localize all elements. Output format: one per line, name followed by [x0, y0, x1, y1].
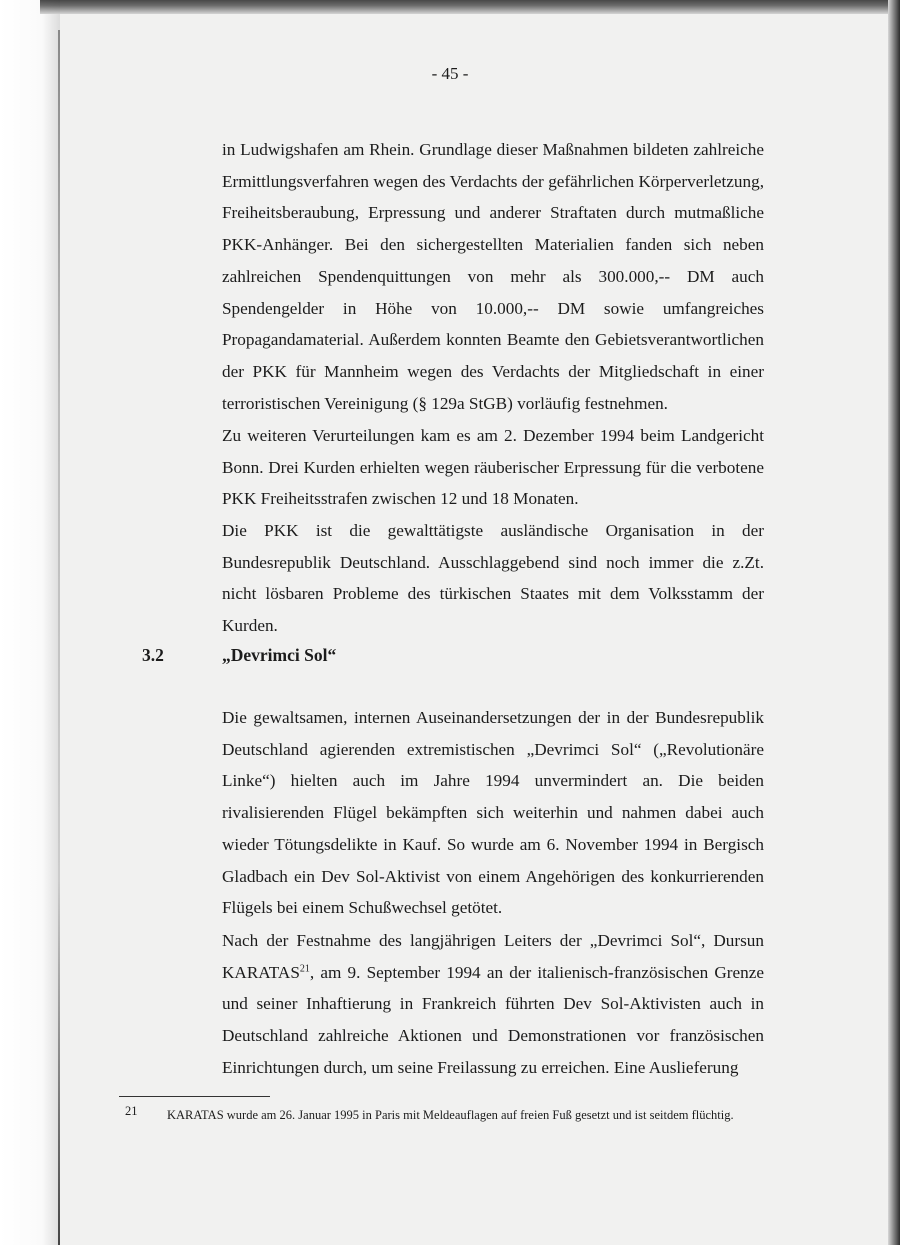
paragraph-text-start: Nach der Festnahme des langjährigen Leiters der „Devrimci Sol“, Dursun KARATAS — [222, 931, 764, 982]
footnote-reference[interactable]: 21 — [299, 962, 310, 974]
paragraph-pkk-assessment: Die PKK ist die gewalttätigste ausländische Organisation in der Bundesrepublik Deutschland. Ausschlaggebend sind noch immer die z.Zt. nicht lösbaren Probleme des türkischen Staates mit dem Volksstamm der Kurden. — [222, 521, 764, 636]
footnote-number: 21 — [125, 1104, 138, 1118]
paragraph-convictions: Zu weiteren Verurteilungen kam es am 2. Dezember 1994 beim Landgericht Bonn. Drei Kurden erhielten wegen räuberischer Erpressung für die verbotene PKK Freiheitsstrafen zwischen 12 und 18 Monaten. — [222, 426, 764, 509]
footnote-text: KARATAS wurde am 26. Januar 1995 in Paris mit Meldeauflagen auf freien Fuß gesetzt und ist seitdem flüchtig. — [167, 1108, 734, 1122]
section-title: „Devrimci Sol“ — [222, 645, 337, 665]
scan-page-edge — [58, 30, 60, 1245]
scan-top-border — [40, 0, 900, 14]
paragraph-text-end: , am 9. September 1994 an der italienisch-französischen Grenze und seiner Inhaftierung in Frankreich führten Dev Sol-Aktivisten auch in Deutschland zahlreiche Aktionen und Demonstrationen vor französischen Einrichtungen durch, um seine Freilassung zu erreichen. Eine Auslieferung — [222, 962, 764, 1077]
footnote-divider — [119, 1096, 270, 1097]
paragraph-karatas-arrest — [222, 925, 764, 1084]
scan-right-border — [888, 0, 900, 1245]
section-number: 3.2 — [142, 645, 164, 665]
page-number: - 45 - — [431, 64, 469, 83]
paragraph-text: Die gewaltsamen, internen Auseinandersetzungen der in der Bundesrepublik Deutschland agierenden extremistischen „Devrimci Sol“ („Revolutionäre Linke“) hielten auch im Jahre 1994 unvermindert an. Die beiden rivalisierenden Flügel bekämpften sich weiterhin und nahmen dabei auch wieder Tötungsdelikte in Kauf. So wurde am 6. November 1994 in Bergisch Gladbach ein Dev Sol-Aktivist von einem Angehörigen des konkurrierenden Flügels bei einem Schußwechsel getötet. — [222, 708, 764, 918]
paragraph-pkk-measures: in Ludwigshafen am Rhein. Grundlage dieser Maßnahmen bildeten zahlreiche Ermittlungsverfahren wegen des Verdachts der gefährlichen Körperverletzung, Freiheitsberaubung, Erpressung und anderer Straftaten durch mutmaßliche PKK-Anhänger. Bei den sichergestellten Materialien fanden sich neben zahlreichen Spendenquittungen von mehr als 300.000,-- DM auch Spendengelder in Höhe von 10.000,-- DM sowie umfangreiches Propagandamaterial. Außerdem konnten Beamte den Gebietsverantwortlichen der PKK für Mannheim wegen des Verdachts der Mitgliedschaft in einer terroristischen Vereinigung (§ 129a StGB) vorläufig festnehmen. — [222, 140, 764, 413]
paragraph-devrimci-sol-conflicts — [222, 702, 764, 924]
scan-left-margin — [0, 0, 60, 1245]
